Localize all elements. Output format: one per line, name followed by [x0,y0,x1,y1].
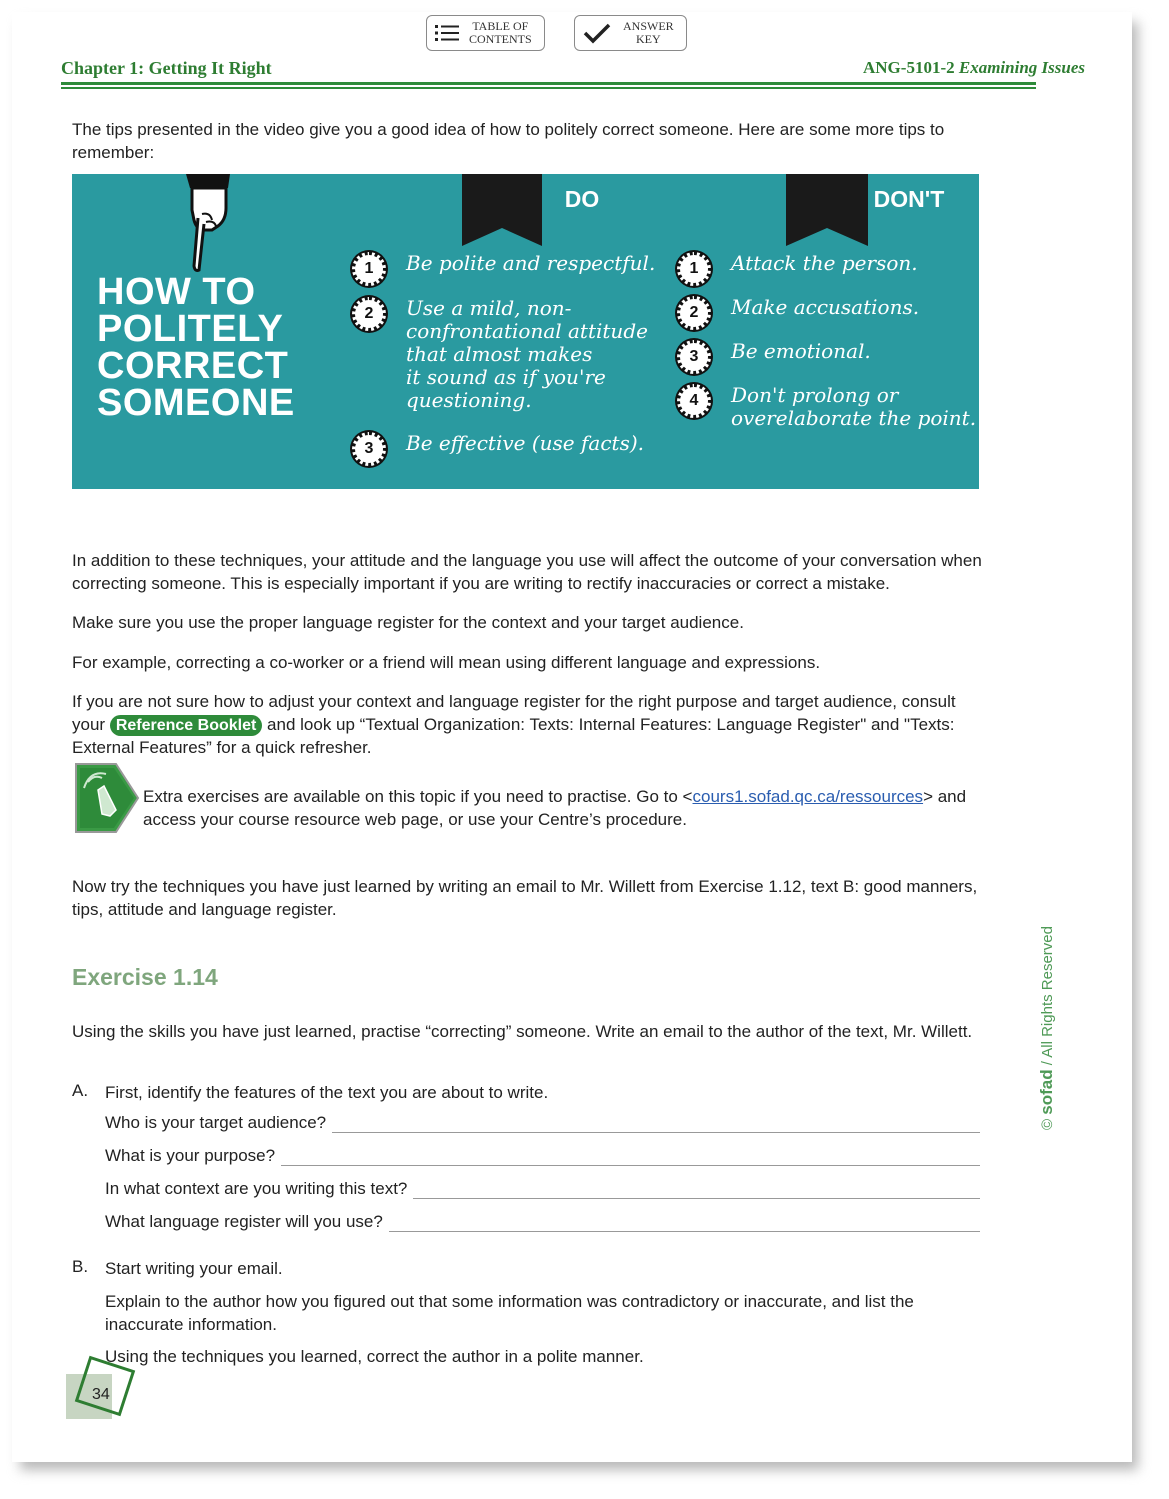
do-ribbon [462,174,600,251]
tip-text: Don't prolong or overelaborate the point. [731,383,977,430]
reference-paragraph [72,690,987,759]
answer-key-label-line1: ANSWER [623,19,674,33]
tip-number-badge: 3 [352,432,386,466]
toc-label-line1: TABLE OF [472,19,529,33]
step-b-explain: Explain to the author how you figured out that some information was contradictory or inaccurate, and list the inaccurate information. [105,1292,914,1334]
extra-text-a: Extra exercises are available on this topic if you need to practise. Go to < [143,787,693,806]
exercise-title: Exercise 1.14 [72,964,218,990]
tip-text: Use a mild, non- confrontational attitude that almost makes it sound as if you're questioning. [406,296,648,412]
reference-text-a: If you are not sure how to adjust your context and language register for the right purpose and target audience, consult your [72,692,956,734]
question-label: Who is your target audience? [105,1113,327,1132]
question-row [105,1146,980,1166]
dont-tip [677,252,918,286]
step-a-letter: A. [72,1081,89,1100]
do-tip [352,252,655,286]
pointing-hand-icon [172,174,232,274]
tip-number-badge: 2 [352,297,386,331]
tip-text: Be effective (use facts). [406,431,644,455]
tip-text: Be emotional. [731,339,871,363]
copyright-brand: sofad [1037,1069,1056,1115]
chapter-title: Chapter 1: Getting It Right [61,58,272,78]
answer-line[interactable] [413,1180,980,1199]
step-a-text: First, identify the features of the text you are about to write. [105,1083,549,1102]
question-label: In what context are you writing this text? [105,1179,408,1198]
copyright-symbol: © [1039,1118,1056,1130]
reference-text-b: and look up “Textual Organization: Texts: Internal Features: Language Register" and "Texts: External Features” for a quick refresher. [72,715,955,757]
course-title: Examining Issues [958,58,1085,77]
extra-exercises-paragraph [143,785,988,831]
course-header [863,58,1085,78]
tip-number-badge: 1 [677,252,711,286]
header-rule [61,82,1036,85]
toc-label-line2: CONTENTS [469,32,532,46]
answer-line[interactable] [281,1147,980,1166]
register-paragraph: Make sure you use the proper language register for the context and your target audience. [72,613,744,632]
tips-banner [72,174,979,489]
copyright-text: / All Rights Reserved [1039,926,1056,1066]
table-of-contents-button[interactable] [426,15,545,51]
extra-text-b: > and access your course resource web page, or use your Centre’s procedure. [143,787,967,829]
list-icon [435,23,461,43]
do-tip [352,297,648,412]
question-label: What language register will you use? [105,1212,383,1231]
question-label: What is your purpose? [105,1146,276,1165]
header-rule-thin [61,87,1036,89]
exercise-intro: Using the skills you have just learned, practise “correcting” someone. Write an email to the author of the text, Mr. Willett. [72,1022,973,1041]
tip-number-badge: 2 [677,296,711,330]
tip-number-badge: 1 [352,252,386,286]
do-label: DO [564,186,600,212]
touch-exercise-icon[interactable] [72,760,140,836]
dont-tip [677,384,976,430]
dont-ribbon [786,174,945,251]
page-number: 34 [92,1386,110,1403]
try-techniques-paragraph: Now try the techniques you have just learned by writing an email to Mr. Willett from Exercise 1.12, text B: good manners, tips, attitude and language register. [72,877,978,919]
answer-line[interactable] [389,1213,980,1232]
question-row [105,1179,980,1199]
course-code: ANG-5101-2 [863,58,955,77]
step-b-correct: Using the techniques you learned, correct the author in a polite manner. [105,1347,644,1366]
example-paragraph: For example, correcting a co-worker or a friend will mean using different language and expressions. [72,653,821,672]
dont-tip [677,296,919,330]
intro-paragraph: The tips presented in the video give you a good idea of how to politely correct someone. Here are some more tips to remember: [72,120,945,162]
reference-booklet-link[interactable]: Reference Booklet [110,715,263,736]
resources-link[interactable]: cours1.sofad.qc.ca/ressources [692,787,924,806]
question-row [105,1212,980,1232]
dont-label: DON'T [873,186,945,212]
tip-text: Attack the person. [731,251,918,275]
copyright-notice [1037,926,1057,1130]
dont-tip [677,340,871,374]
answer-key-label-line2: KEY [636,32,661,46]
attitude-paragraph: In addition to these techniques, your attitude and the language you use will affect the outcome of your conversation when correcting someone. This is especially important if you are writing to rectify inaccuracies or correct a mistake. [72,551,982,593]
answer-key-button[interactable] [574,15,687,51]
question-row [105,1113,980,1133]
answer-line[interactable] [332,1114,980,1133]
do-tip [352,432,644,466]
step-b-text: Start writing your email. [105,1259,283,1278]
step-b-letter: B. [72,1257,89,1276]
checkmark-icon [583,22,611,44]
tip-number-badge: 4 [677,384,711,418]
tip-text: Make accusations. [731,295,920,319]
banner-title: HOW TO POLITELY CORRECT SOMEONE [97,271,295,424]
tip-text: Be polite and respectful. [406,251,656,275]
tip-number-badge: 3 [677,340,711,374]
